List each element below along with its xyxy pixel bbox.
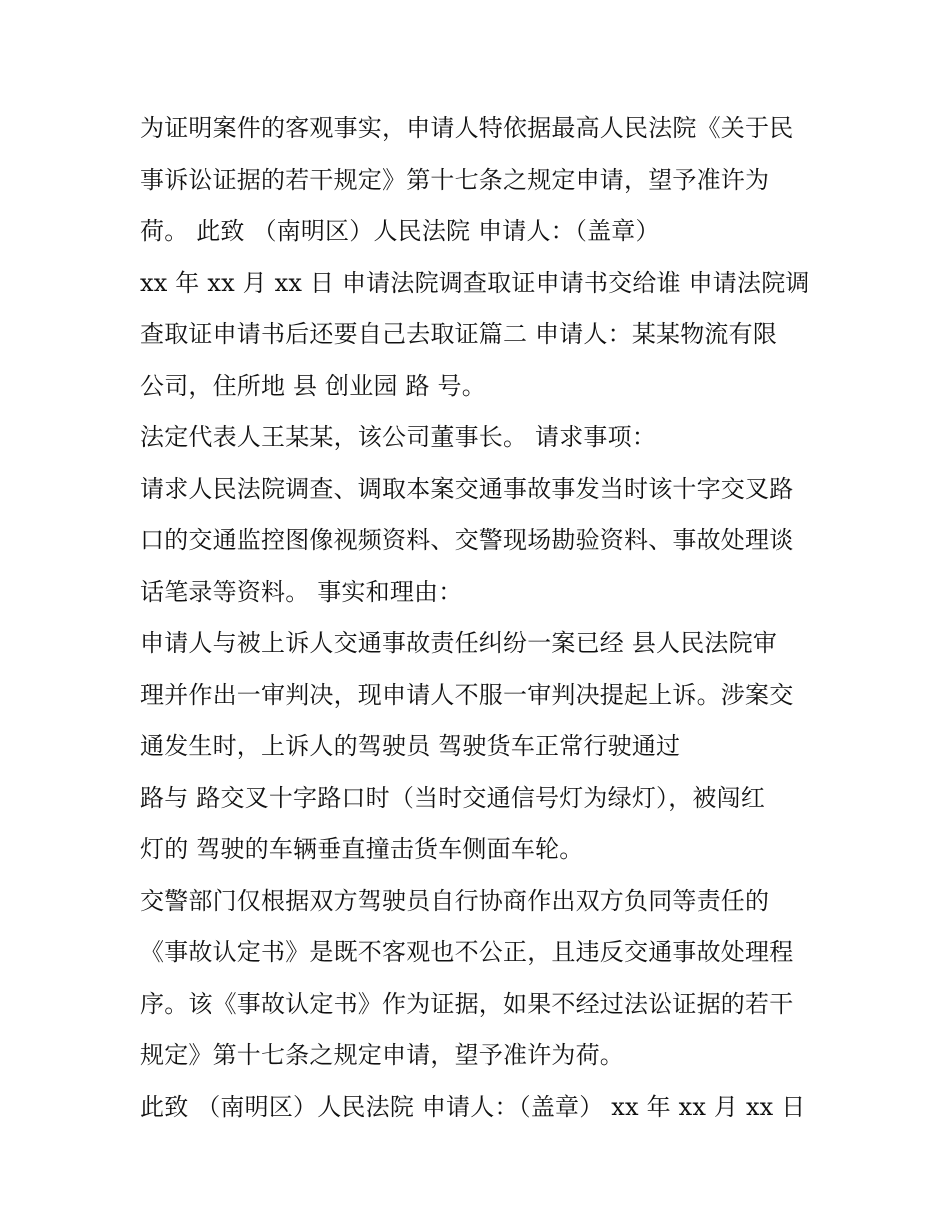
text-line: 事诉讼证据的若干规定》第十七条之规定申请，望予准许为 xyxy=(140,165,770,194)
text-line: 申请人与被上诉人交通事故责任纠纷一案已经 县人民法院审 xyxy=(140,629,778,657)
text-line: 法定代表人王某某，该公司董事长。 请求事项： xyxy=(140,423,657,451)
text-line: 规定》第十七条之规定申请，望予准许为荷。 xyxy=(140,1041,624,1069)
text-line: 为证明案件的客观事实，申请人特依据最高人民法院《关于民 xyxy=(140,114,794,142)
text-line: xx 年 xx 月 xx 日 申请法院调查取证申请书交给谁 申请法院调 xyxy=(140,268,810,297)
text-line: 灯的 驾驶的车辆垂直撞击货车侧面车轮。 xyxy=(140,835,584,863)
text-line: 序。该《事故认定书》作为证据，如果不经过法讼证据的若干 xyxy=(140,989,794,1018)
text-line: 路与 路交叉十字路口时（当时交通信号灯为绿灯），被闯红 xyxy=(140,783,766,812)
text-line: 查取证申请书后还要自己去取证篇二 申请人：某某物流有限 xyxy=(140,320,778,348)
text-line: 荷。 此致 （南明区）人民法院 申请人：（盖章） xyxy=(140,217,660,245)
text-line: 请求人民法院调查、调取本案交通事故事发当时该十字交叉路 xyxy=(140,474,794,503)
text-line: 公司，住所地 县 创业园 路 号。 xyxy=(140,371,486,400)
text-line: 通发生时，上诉人的驾驶员 驾驶货车正常行驶通过 xyxy=(140,732,681,760)
text-line: 话笔录等资料。 事实和理由： xyxy=(140,577,463,606)
text-line: 口的交通监控图像视频资料、交警现场勘验资料、事故处理谈 xyxy=(140,526,794,554)
text-line: 交警部门仅根据双方驾驶员自行协商作出双方负同等责任的 xyxy=(140,886,770,915)
text-line: 此致 （南明区）人民法院 申请人：（盖章） xx 年 xx 月 xx 日 xyxy=(140,1092,806,1121)
document-body xyxy=(140,103,820,1133)
text-line: 《事故认定书》是既不客观也不公正，且违反交通事故处理程 xyxy=(140,938,794,966)
text-line: 理并作出一审判决，现申请人不服一审判决提起上诉。涉案交 xyxy=(140,680,794,709)
